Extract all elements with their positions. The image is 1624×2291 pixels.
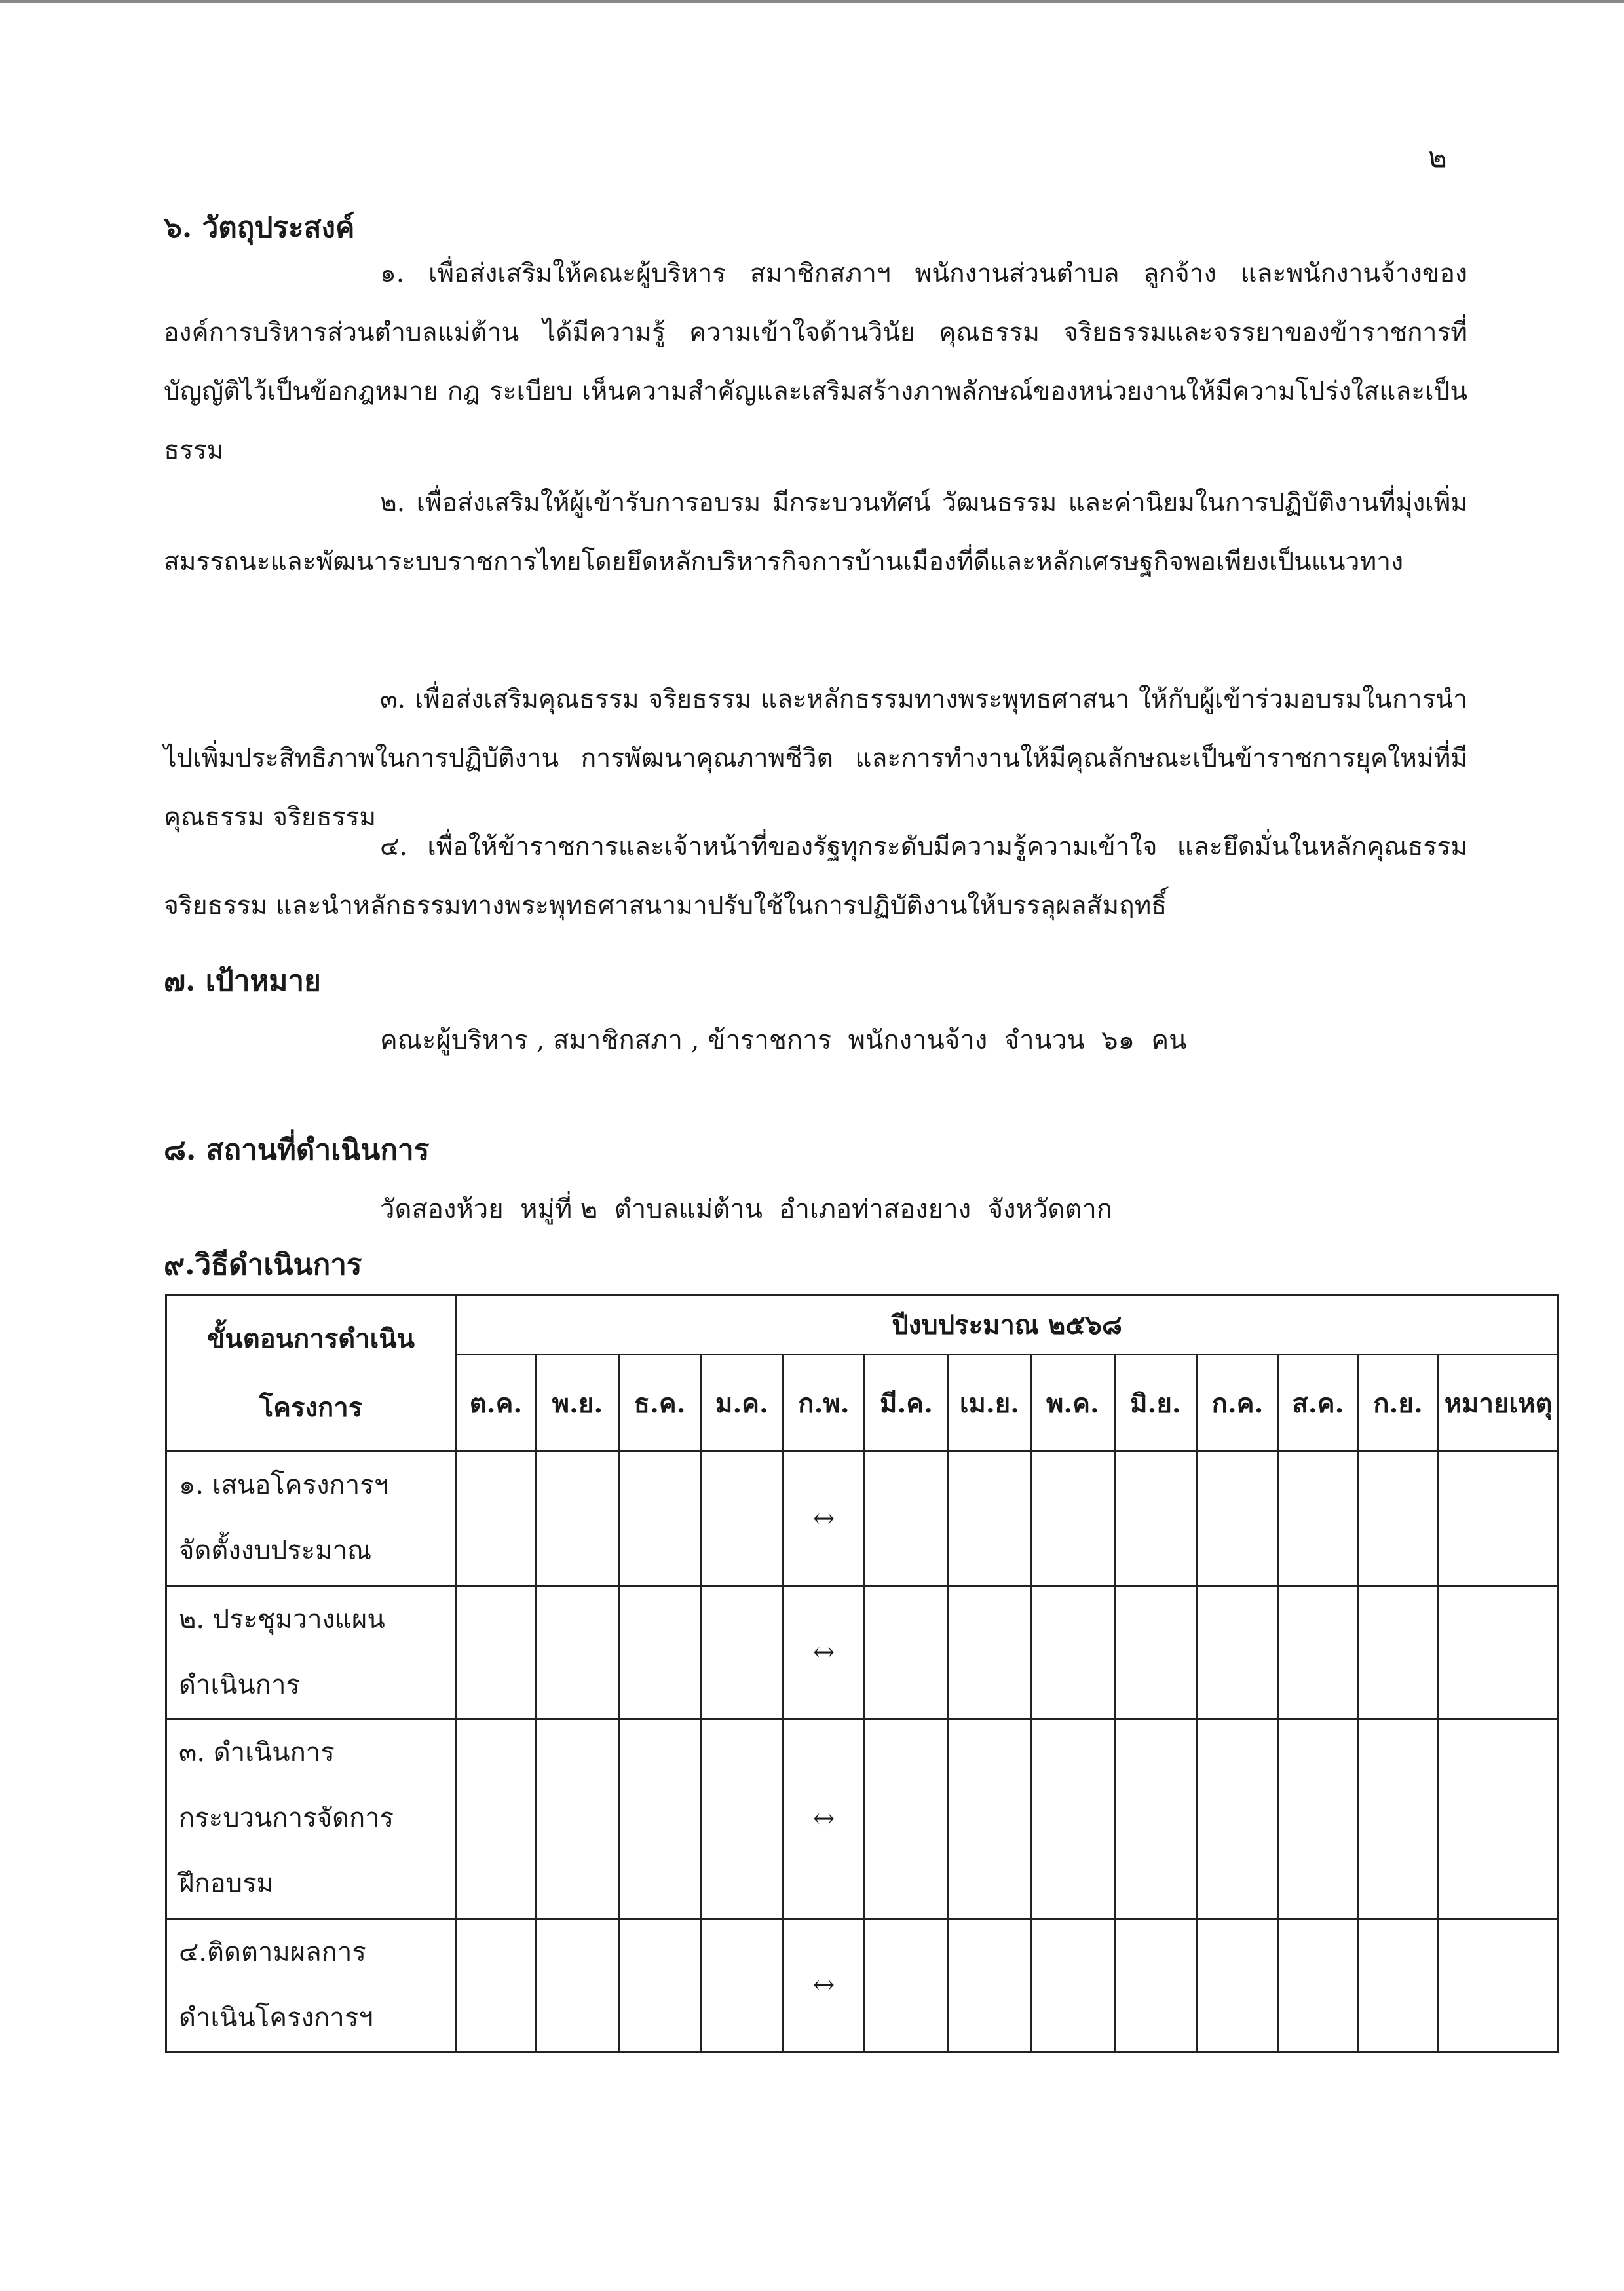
month-cell [1031,1719,1115,1919]
month-cell [701,1452,784,1586]
month-cell [1115,1452,1197,1586]
month-cell [1031,1919,1115,2052]
steps-header-line-1: ขั้นตอนการดำเนิน [207,1323,415,1354]
step-cell [166,1586,456,1719]
month-cell [1197,1919,1279,2052]
month-header: ก.ย. [1358,1355,1439,1452]
month-header: ส.ค. [1279,1355,1358,1452]
steps-header [166,1295,456,1452]
month-cell [1279,1586,1358,1719]
month-cell [701,1719,784,1919]
month-cell [784,1919,865,2052]
month-cell [619,1452,701,1586]
month-header: ก.พ. [784,1355,865,1452]
month-cell [865,1719,949,1919]
step-cell [166,1452,456,1586]
month-cell [1358,1586,1439,1719]
month-cell [865,1452,949,1586]
month-cell [537,1586,619,1719]
month-cell [1279,1452,1358,1586]
objective-4: ๔. เพื่อให้ข้าราชการและเจ้าหน้าที่ของรัฐทุกระดับมีความรู้ความเข้าใจ และยึดมั่นในหลักคุณธรรม จริยธรรม และนำหลักธรรมทางพระพุทธศาสนามาปรับใช้ในการปฏิบัติงานให้บรรลุผลสัมฤทธิ์ [164,832,1467,920]
table-row [166,1919,1558,2052]
double-arrow-icon: ↔ [812,1804,835,1834]
month-cell [1197,1586,1279,1719]
section-6-heading: ๖. วัตถุประสงค์ [164,211,355,244]
double-arrow-icon: ↔ [812,1504,835,1534]
month-cell [1115,1586,1197,1719]
note-header: หมายเหตุ [1439,1355,1558,1452]
month-header: มิ.ย. [1115,1355,1197,1452]
month-cell [537,1919,619,2052]
month-header: มี.ค. [865,1355,949,1452]
month-cell [1197,1452,1279,1586]
month-cell [1115,1719,1197,1919]
month-cell [456,1919,537,2052]
target-text: คณะผู้บริหาร , สมาชิกสภา , ข้าราชการ พนักงานจ้าง จำนวน ๖๑ คน [380,1025,1187,1055]
month-cell [784,1719,865,1919]
page-number: ๒ [1428,141,1448,174]
month-cell [949,1919,1031,2052]
month-cell [949,1452,1031,1586]
month-header: ต.ค. [456,1355,537,1452]
double-arrow-icon: ↔ [812,1637,835,1667]
month-cell [865,1919,949,2052]
objective-2: ๒. เพื่อส่งเสริมให้ผู้เข้ารับการอบรม มีกระบวนทัศน์ วัฒนธรรม และค่านิยมในการปฏิบัติงานที่มุ่งเพิ่มสมรรถนะและพัฒนาระบบราชการไทยโดยยึดหลักบริหารกิจการบ้านเมืองที่ดีและหลักเศรษฐกิจพอเพียงเป็นแนวทาง [164,488,1467,577]
month-cell [619,1586,701,1719]
note-cell [1439,1919,1558,2052]
step-text-line: ๑. เสนอโครงการฯ [179,1470,389,1500]
month-cell [537,1452,619,1586]
month-cell [619,1919,701,2052]
month-cell [1358,1719,1439,1919]
month-cell [456,1586,537,1719]
month-header: เม.ย. [949,1355,1031,1452]
budget-year-header: ปีงบประมาณ ๒๕๖๘ [456,1295,1558,1355]
step-text-line: กระบวนการจัดการ [179,1803,394,1833]
section-7-heading: ๗. เป้าหมาย [164,964,321,998]
step-cell [166,1919,456,2052]
steps-header-line-2: โครงการ [259,1392,363,1423]
month-cell [1031,1586,1115,1719]
table-row [166,1586,1558,1719]
schedule-table [165,1294,1559,2053]
location-text: วัดสองห้วย หมู่ที่ ๒ ตำบลแม่ต้าน อำเภอท่าสองยาง จังหวัดตาก [380,1194,1113,1224]
step-cell [166,1719,456,1919]
month-cell [456,1719,537,1919]
month-cell [1358,1919,1439,2052]
month-cell [1197,1719,1279,1919]
month-cell [949,1719,1031,1919]
month-cell [1279,1719,1358,1919]
step-text-line: ฝึกอบรม [179,1868,274,1899]
note-cell [1439,1452,1558,1586]
objective-1: ๑. เพื่อส่งเสริมให้คณะผู้บริหาร สมาชิกสภาฯ พนักงานส่วนตำบล ลูกจ้าง และพนักงานจ้างขององค์การบริหารส่วนตำบลแม่ต้าน ได้มีความรู้ ความเข้าใจด้านวินัย คุณธรรม จริยธรรมและจรรยาของข้าราชการที่บัญญัติไว้เป็นข้อกฎหมาย กฎ ระเบียบ เห็นความสำคัญและเสริมสร้างภาพลักษณ์ของหน่วยงานให้มีความโปร่งใสและเป็นธรรม [164,259,1467,465]
double-arrow-icon: ↔ [812,1970,835,2000]
note-cell [1439,1586,1558,1719]
step-text-line: ดำเนินโครงการฯ [179,2003,373,2033]
step-text-line: ดำเนินการ [179,1670,300,1700]
month-header: พ.ค. [1031,1355,1115,1452]
month-cell [619,1719,701,1919]
month-header: ธ.ค. [619,1355,701,1452]
month-header: ก.ค. [1197,1355,1279,1452]
step-text-line: จัดตั้งงบประมาณ [179,1536,372,1566]
scan-top-edge [0,0,1624,3]
month-cell [1358,1452,1439,1586]
month-cell [701,1586,784,1719]
table-header-row-1 [166,1295,1558,1355]
month-header: ม.ค. [701,1355,784,1452]
section-9-heading: ๙.วิธีดำเนินการ [164,1248,362,1281]
month-cell [784,1586,865,1719]
table-row [166,1452,1558,1586]
month-header: พ.ย. [537,1355,619,1452]
step-text-line: ๒. ประชุมวางแผน [179,1604,385,1635]
month-cell [537,1719,619,1919]
month-cell [865,1586,949,1719]
step-text-line: ๔.ติดตามผลการ [179,1937,366,1967]
month-cell [784,1452,865,1586]
section-8-heading: ๘. สถานที่ดำเนินการ [164,1133,430,1167]
table-row [166,1719,1558,1919]
month-cell [456,1452,537,1586]
month-cell [1279,1919,1358,2052]
month-cell [1031,1452,1115,1586]
month-cell [701,1919,784,2052]
month-cell [949,1586,1031,1719]
month-cell [1115,1919,1197,2052]
objective-3: ๓. เพื่อส่งเสริมคุณธรรม จริยธรรม และหลักธรรมทางพระพุทธศาสนา ให้กับผู้เข้าร่วมอบรมในการนำไปเพิ่มประสิทธิภาพในการปฏิบัติงาน การพัฒนาคุณภาพชีวิต และการทำงานให้มีคุณลักษณะเป็นข้าราชการยุคใหม่ที่มีคุณธรรม จริยธรรม [164,685,1467,832]
step-text-line: ๓. ดำเนินการ [179,1737,335,1768]
note-cell [1439,1719,1558,1919]
